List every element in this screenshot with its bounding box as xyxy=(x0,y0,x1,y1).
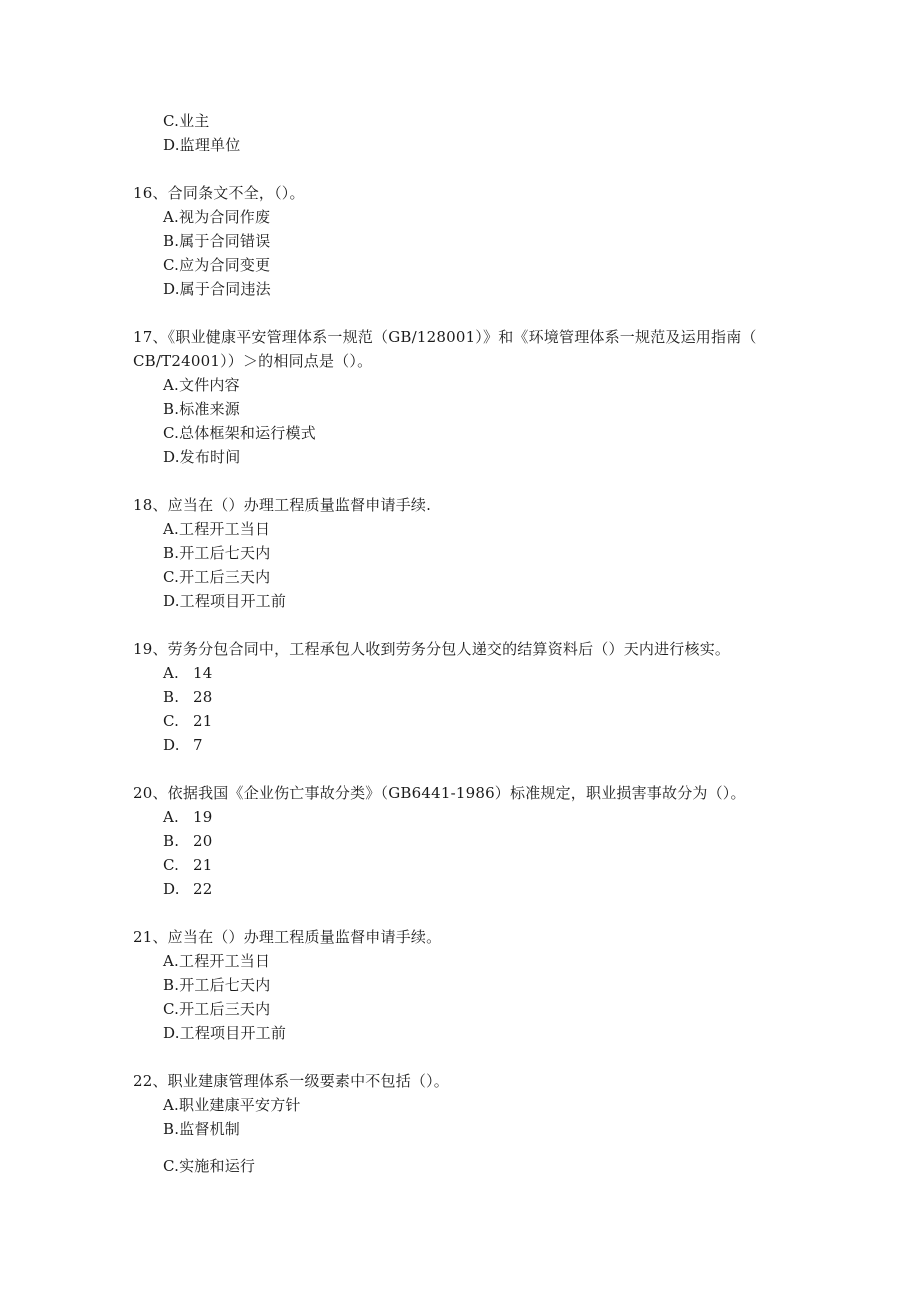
option-value: 21 xyxy=(193,856,213,874)
question-21-option-b: B.开工后七天内 xyxy=(163,976,271,994)
question-16-option-d: D.属于合同违法 xyxy=(163,280,271,298)
question-18-option-c: C.开工后三天内 xyxy=(163,568,271,586)
question-20-option-a xyxy=(163,807,213,827)
question-16-stem: 16、合同条文不全，（）。 xyxy=(133,184,305,202)
question-16-option-a: A.视为合同作废 xyxy=(163,208,271,226)
question-21-option-c: C.开工后三天内 xyxy=(163,1000,271,1018)
question-20-stem: 20、依据我国《企业伤亡事故分类》（GB6441-1986）标准规定，职业损害事故分为（）。 xyxy=(133,784,746,802)
question-22-option-b: B.监督机制 xyxy=(163,1120,240,1138)
question-20-option-d xyxy=(163,879,213,899)
option-d: D.监理单位 xyxy=(163,136,241,154)
option-label: A. xyxy=(163,808,180,826)
question-19-option-c xyxy=(163,711,213,731)
option-label: D. xyxy=(163,736,180,754)
question-19-option-a xyxy=(163,663,213,683)
question-19-option-b xyxy=(163,687,213,707)
option-label: C. xyxy=(163,856,180,874)
option-value: 20 xyxy=(193,832,213,850)
option-label: B. xyxy=(163,688,180,706)
question-20-option-c xyxy=(163,855,213,875)
question-17-option-d: D.发布时间 xyxy=(163,448,241,466)
question-17-option-c: C.总体框架和运行模式 xyxy=(163,424,316,442)
question-18-stem: 18、应当在（）办理工程质量监督申请手续. xyxy=(133,496,432,514)
option-value: 7 xyxy=(193,736,203,754)
question-19-stem: 19、劳务分包合同中，工程承包人收到劳务分包人递交的结算资料后（）天内进行核实。 xyxy=(133,640,731,658)
question-22-option-a: A.职业建康平安方针 xyxy=(163,1096,301,1114)
question-19-option-d xyxy=(163,735,203,755)
option-label: C. xyxy=(163,712,180,730)
option-label: A. xyxy=(163,664,180,682)
question-22-option-c: C.实施和运行 xyxy=(163,1157,256,1175)
option-value: 19 xyxy=(193,808,213,826)
question-22-stem: 22、职业建康管理体系一级要素中不包括（）。 xyxy=(133,1072,449,1090)
option-c: C.业主 xyxy=(163,112,210,130)
option-value: 14 xyxy=(193,664,213,682)
question-21-option-d: D.工程项目开工前 xyxy=(163,1024,287,1042)
option-value: 28 xyxy=(193,688,213,706)
question-17-option-a: A.文件内容 xyxy=(163,376,240,394)
question-21-stem: 21、应当在（）办理工程质量监督申请手续。 xyxy=(133,928,442,946)
option-value: 21 xyxy=(193,712,213,730)
question-17-stem-line-2: CB/T24001））＞的相同点是（）。 xyxy=(133,352,373,370)
question-21-option-a: A.工程开工当日 xyxy=(163,952,271,970)
question-18-option-b: B.开工后七天内 xyxy=(163,544,271,562)
question-18-option-a: A.工程开工当日 xyxy=(163,520,271,538)
option-value: 22 xyxy=(193,880,213,898)
question-16-option-c: C.应为合同变更 xyxy=(163,256,271,274)
question-16-option-b: B.属于合同错误 xyxy=(163,232,271,250)
question-17-option-b: B.标准来源 xyxy=(163,400,240,418)
question-18-option-d: D.工程项目开工前 xyxy=(163,592,287,610)
option-label: B. xyxy=(163,832,180,850)
question-17-stem-line-1: 17、《职业健康平安管理体系一规范（GB/128001）》和《环境管理体系一规范及运用指南（ xyxy=(133,328,757,346)
option-label: D. xyxy=(163,880,180,898)
question-20-option-b xyxy=(163,831,213,851)
